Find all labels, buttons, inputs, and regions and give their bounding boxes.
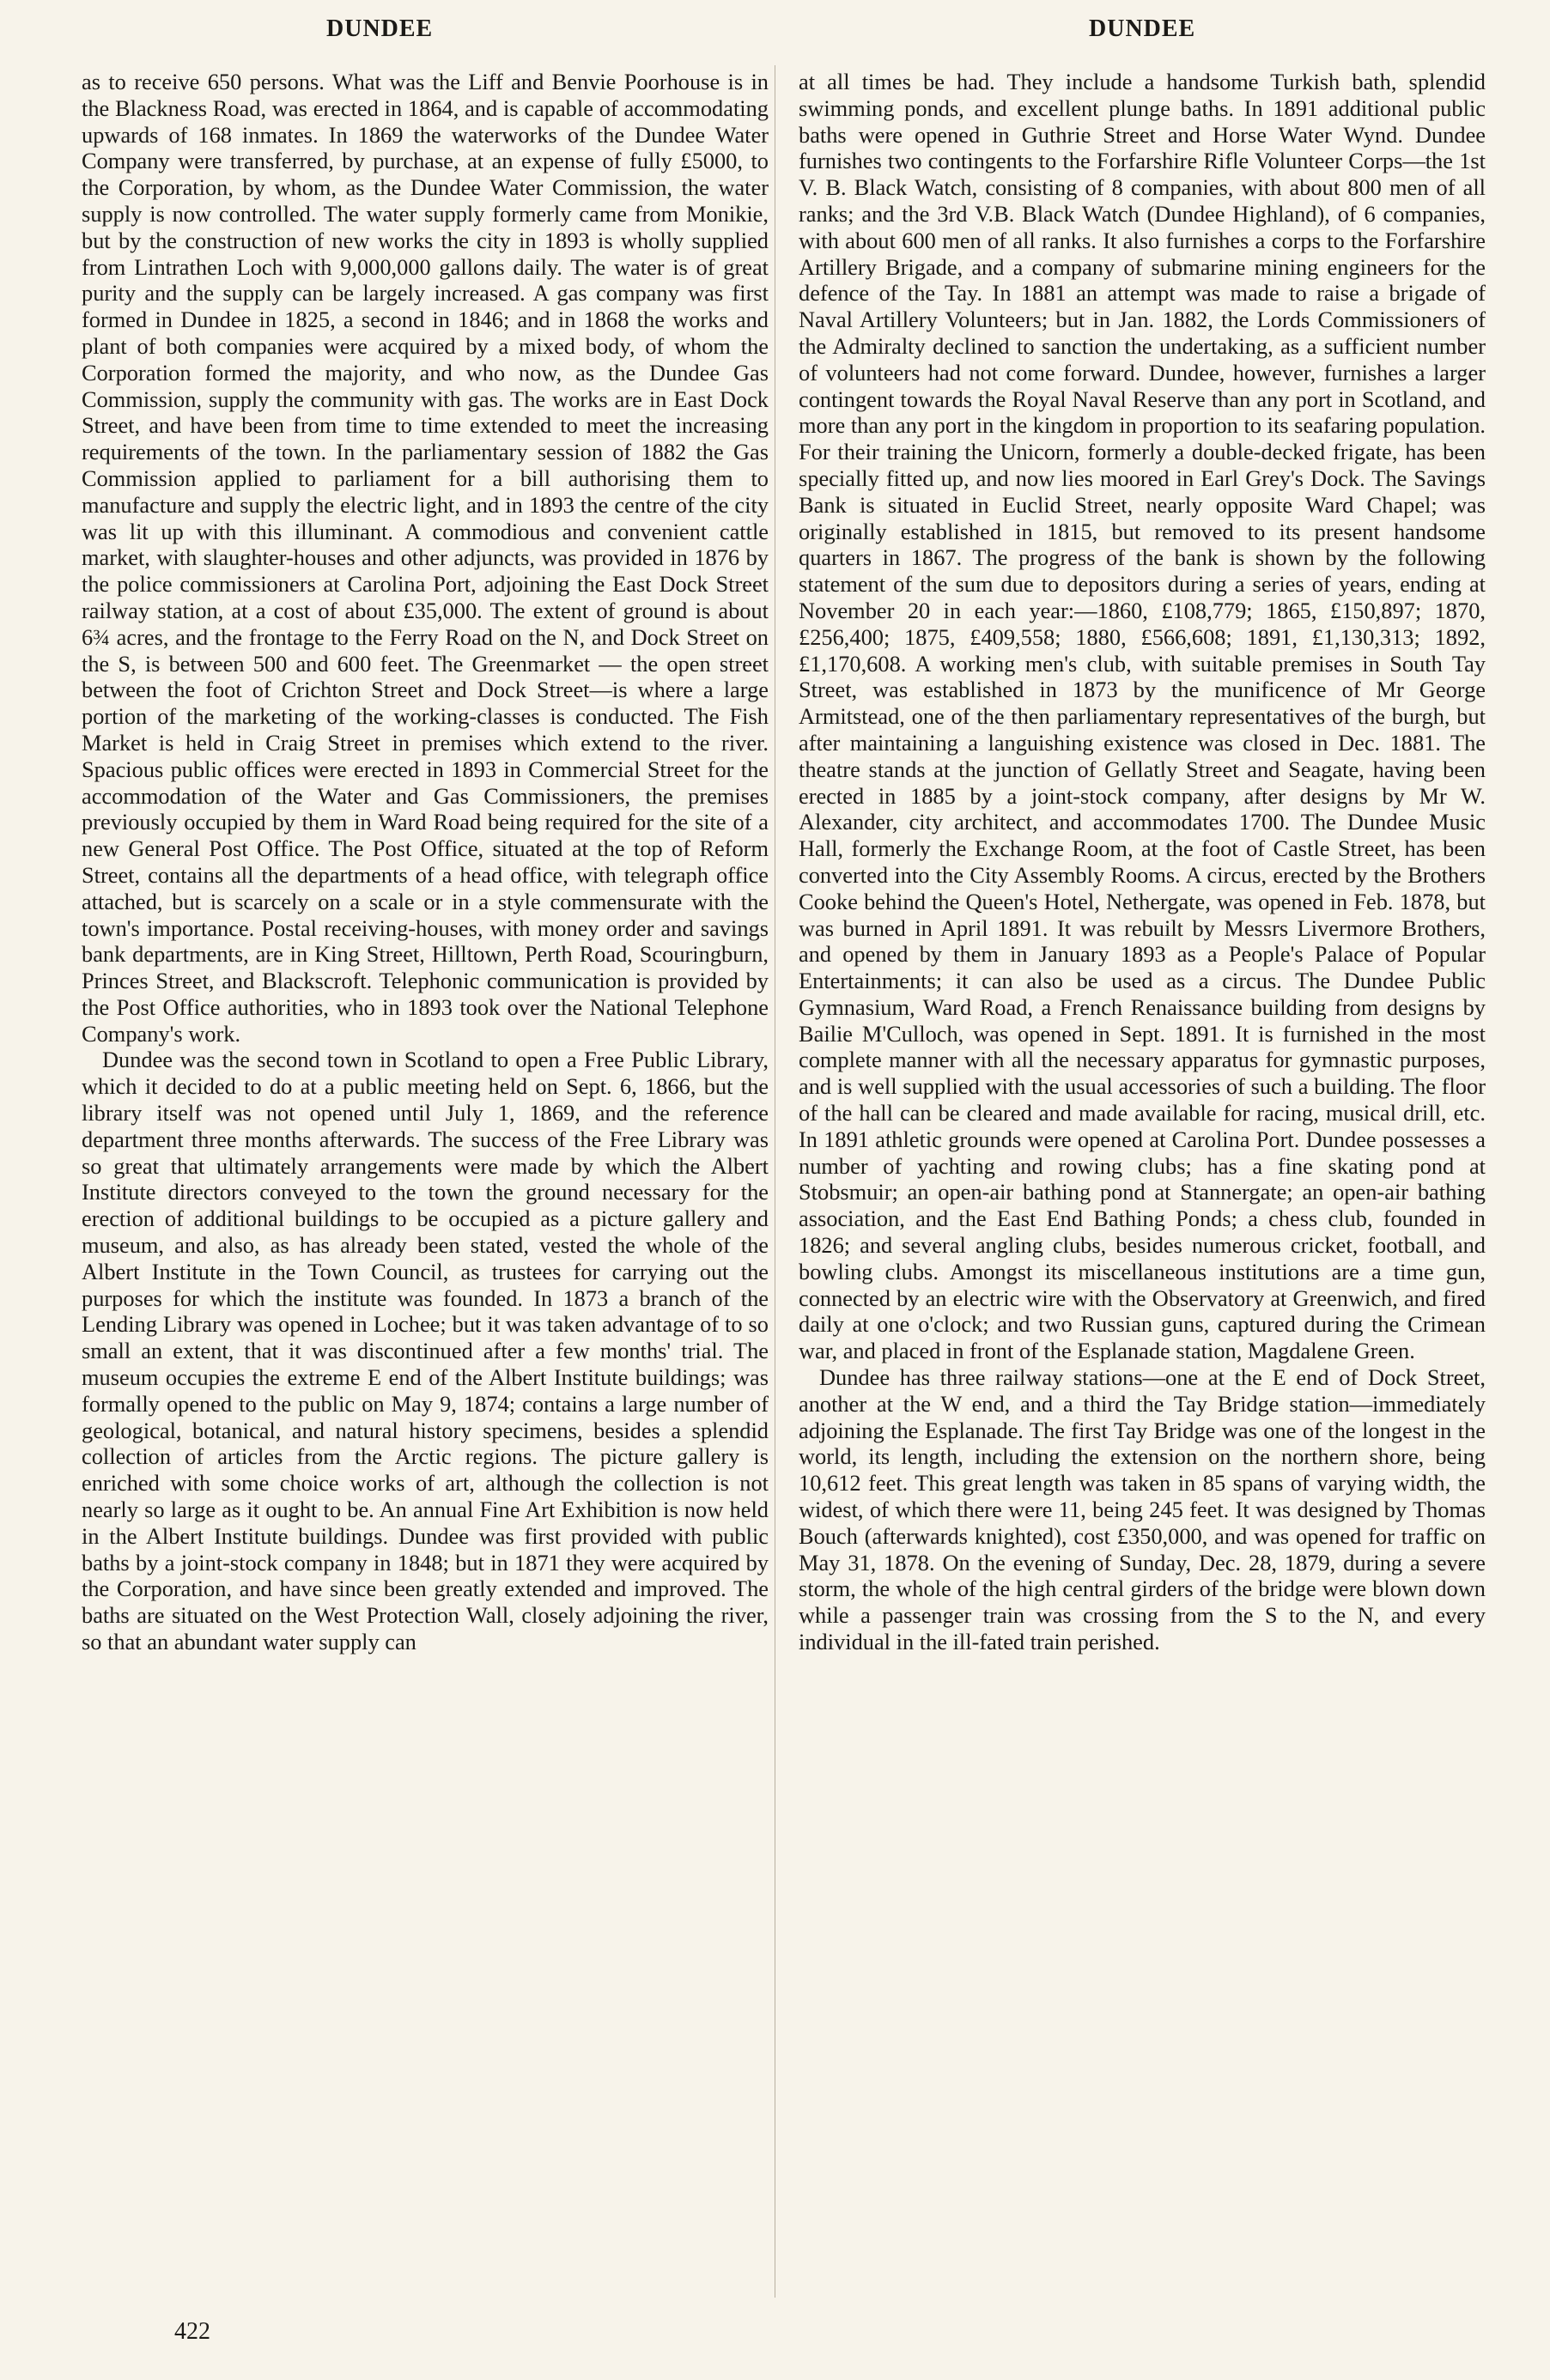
running-head-left: DUNDEE [326, 15, 434, 42]
page-number: 422 [174, 2318, 210, 2345]
left-column [82, 69, 769, 1655]
paragraph: Dundee was the second town in Scotland to open a Free Public Library, which it decided to do at a public meeting held on Sept. 6, 1866, but the library itself was not opened until July 1, 1869, and the reference department three months afterwards. The success of the Free Library was so great that ultimately arrangements were made by which the Albert Institute directors conveyed to the town the ground necessary for the erection of additional buildings to be occupied as a picture gallery and museum, and also, as has already been stated, vested the whole of the Albert Institute in the Town Council, as trustees for carrying out the purposes for which the institute was founded. In 1873 a branch of the Lending Library was opened in Lochee; but it was taken advantage of to so small an extent, that it was discontinued after a few months' trial. The museum occupies the extreme E end of the Albert Institute buildings; was formally opened to the public on May 9, 1874; contains a large number of geological, botanical, and natural history specimens, besides a splendid collection of articles from the Arctic regions. The picture gallery is enriched with some choice works of art, although the collection is not nearly so large as it ought to be. An annual Fine Art Exhibition is now held in the Albert Institute buildings. Dundee was first provided with public baths by a joint-stock company in 1848; but in 1871 they were acquired by the Corporation, and have since been greatly extended and improved. The baths are situated on the West Protection Wall, closely adjoining the river, so that an abundant water supply can [82, 1047, 769, 1655]
paragraph: Dundee has three railway stations—one at the E end of Dock Street, another at the W end, and a third the Tay Bridge station—immediately adjoining the Esplanade. The first Tay Bridge was one of the longest in the world, its length, including the extension on the northern shore, being 10,612 feet. This great length was taken in 85 spans of varying width, the widest, of which there were 11, being 245 feet. It was designed by Thomas Bouch (afterwards knighted), cost £350,000, and was opened for traffic on May 31, 1878. On the evening of Sunday, Dec. 28, 1879, during a severe storm, the whole of the high central girders of the bridge were blown down while a passenger train was crossing from the S to the N, and every individual in the ill-fated train perished. [799, 1364, 1486, 1655]
running-head-right: DUNDEE [1089, 15, 1196, 42]
paragraph: as to receive 650 persons. What was the Liff and Benvie Poorhouse is in the Blackness Road, was erected in 1864, and is capable of accommodating upwards of 168 inmates. In 1869 the waterworks of the Dundee Water Company were transferred, by purchase, at an expense of fully £5000, to the Corporation, by whom, as the Dundee Water Commission, the water supply is now controlled. The water supply formerly came from Monikie, but by the construction of new works the city in 1893 is wholly supplied from Lintrathen Loch with 9,000,000 gallons daily. The water is of great purity and the supply can be largely increased. A gas company was first formed in Dundee in 1825, a second in 1846; and in 1868 the works and plant of both companies were acquired by a mixed body, of whom the Corporation formed the majority, and who now, as the Dundee Gas Commission, supply the community with gas. The works are in East Dock Street, and have been from time to time extended to meet the increasing requirements of the town. In the parliamentary session of 1882 the Gas Commission applied to parliament for a bill authorising them to manufacture and supply the electric light, and in 1893 the centre of the city was lit up with this illuminant. A commodious and convenient cattle market, with slaughter-houses and other adjuncts, was provided in 1876 by the police commissioners at Carolina Port, adjoining the East Dock Street railway station, at a cost of about £35,000. The extent of ground is about 6¾ acres, and the frontage to the Ferry Road on the N, and Dock Street on the S, is between 500 and 600 feet. The Greenmarket — the open street between the foot of Crichton Street and Dock Street—is where a large portion of the marketing of the working-classes is conducted. The Fish Market is held in Craig Street in premises which extend to the river. Spacious public offices were erected in 1893 in Commercial Street for the accommodation of the Water and Gas Commissioners, the premises previously occupied by them in Ward Road being required for the site of a new General Post Office. The Post Office, situated at the top of Reform Street, contains all the departments of a head office, with telegraph office attached, but is scarcely on a scale or in a style commensurate with the town's importance. Postal receiving-houses, with money order and savings bank departments, are in King Street, Hilltown, Perth Road, Scouringburn, Princes Street, and Blackscroft. Telephonic communication is provided by the Post Office authorities, who in 1893 took over the National Telephone Company's work. [82, 69, 769, 1047]
paragraph: at all times be had. They include a handsome Turkish bath, splendid swimming ponds, and excellent plunge baths. In 1891 additional public baths were opened in Guthrie Street and Horse Water Wynd. Dundee furnishes two contingents to the Forfarshire Rifle Volunteer Corps—the 1st V. B. Black Watch, consisting of 8 companies, with about 800 men of all ranks; and the 3rd V.B. Black Watch (Dundee Highland), of 6 companies, with about 600 men of all ranks. It also furnishes a corps to the Forfarshire Artillery Brigade, and a company of submarine mining engineers for the defence of the Tay. In 1881 an attempt was made to raise a brigade of Naval Artillery Volunteers; but in Jan. 1882, the Lords Commissioners of the Admiralty declined to sanction the undertaking, as a sufficient number of volunteers had not come forward. Dundee, however, furnishes a larger contingent towards the Royal Naval Reserve than any port in Scotland, and more than any port in the kingdom in proportion to its seafaring population. For their training the Unicorn, formerly a double-decked frigate, has been specially fitted up, and now lies moored in Earl Grey's Dock. The Savings Bank is situated in Euclid Street, nearly opposite Ward Chapel; was originally established in 1815, but removed to its present handsome quarters in 1867. The progress of the bank is shown by the following statement of the sum due to depositors during a series of years, ending at November 20 in each year:—1860, £108,779; 1865, £150,897; 1870, £256,400; 1875, £409,558; 1880, £566,608; 1891, £1,130,313; 1892, £1,170,608. A working men's club, with suitable premises in South Tay Street, was established in 1873 by the munificence of Mr George Armitstead, one of the then parliamentary representatives of the burgh, but after maintaining a languishing existence was closed in Dec. 1881. The theatre stands at the junction of Gellatly Street and Seagate, having been erected in 1885 by a joint-stock company, after designs by Mr W. Alexander, city architect, and accommodates 1700. The Dundee Music Hall, formerly the Exchange Room, at the foot of Castle Street, has been converted into the City Assembly Rooms. A circus, erected by the Brothers Cooke behind the Queen's Hotel, Nethergate, was opened in Feb. 1878, but was burned in April 1891. It was rebuilt by Messrs Livermore Brothers, and opened by them in January 1893 as a People's Palace of Popular Entertainments; it can also be used as a circus. The Dundee Public Gymnasium, Ward Road, a French Renaissance building from designs by Bailie M'Culloch, was opened in Sept. 1891. It is furnished in the most complete manner with all the necessary apparatus for gymnastic purposes, and is well supplied with the usual accessories of such a building. The floor of the hall can be cleared and made available for racing, musical drill, etc. In 1891 athletic grounds were opened at Carolina Port. Dundee possesses a number of yachting and rowing clubs; has a fine skating pond at Stobsmuir; an open-air bathing pond at Stannergate; an open-air bathing association, and the East End Bathing Ponds; a chess club, founded in 1826; and several angling clubs, besides numerous cricket, football, and bowling clubs. Amongst its miscellaneous institutions are a time gun, connected by an electric wire with the Observatory at Greenwich, and fired daily at one o'clock; and two Russian guns, captured during the Crimean war, and placed in front of the Esplanade station, Magdalene Green. [799, 69, 1486, 1364]
right-column [799, 69, 1486, 1655]
